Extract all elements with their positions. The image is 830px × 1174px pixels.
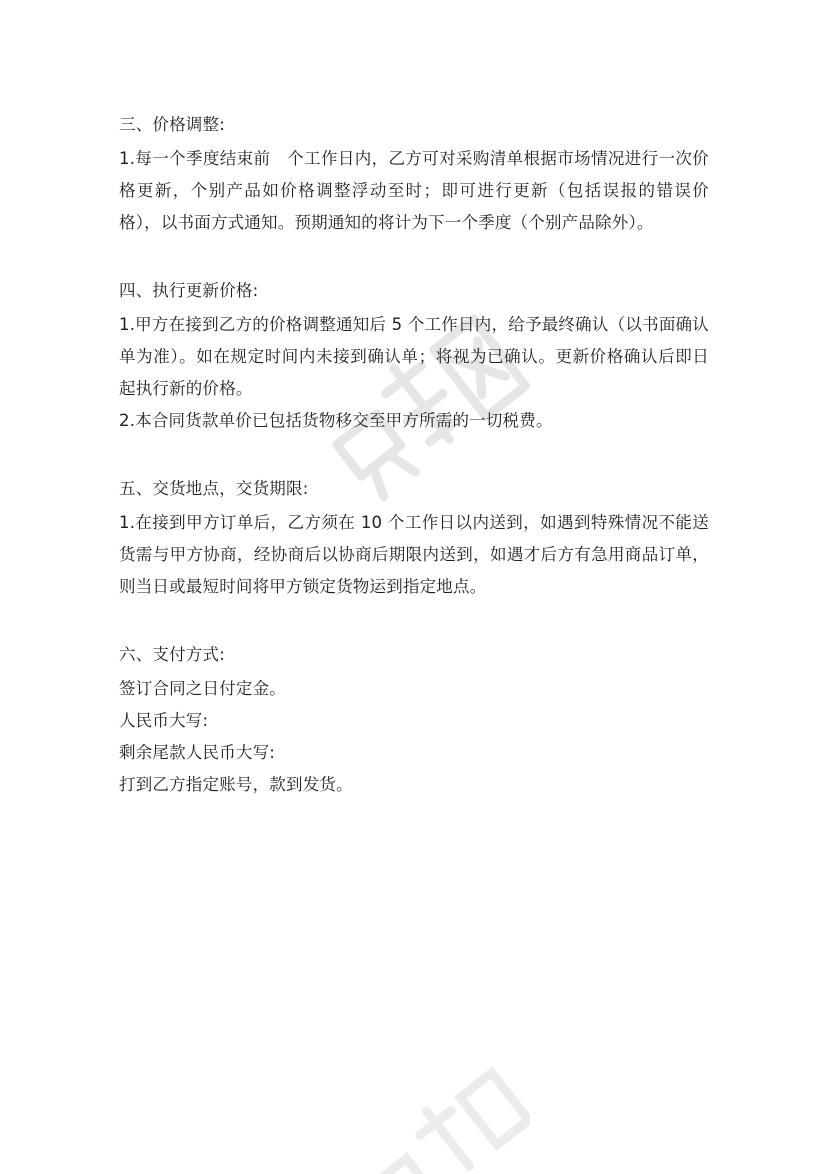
watermark-bottom [330, 1050, 530, 1174]
paragraph: 打到乙方指定账号，款到发货。 [119, 775, 353, 794]
paragraph: 1.甲方在接到乙方的价格调整通知后 5 个工作日内，给予最终确认（以书面确认单为准）。如在规定时间内未接到确认单；将视为已确认。更新价格确认后即日起执行新的价格。 [119, 315, 709, 398]
paragraph: 人民币大写: [119, 711, 209, 730]
paragraph: 2.本合同货款单价已包括货物移交至甲方所需的一切税费。 [119, 411, 553, 430]
section-price-adjustment [119, 109, 709, 239]
section-execute-updated-price [119, 275, 709, 437]
watermark-logo-icon-bottom [330, 1050, 530, 1174]
section-payment-method [119, 639, 709, 801]
paragraph: 1.每一个季度结束前 个工作日内，乙方可对采购清单根据市场情况进行一次价格更新，个别产品如价格调整浮动至时；即可进行更新（包括误报的错误价格），以书面方式通知。预期通知的将计为下一个季度（个别产品除外）。 [119, 149, 709, 232]
paragraph: 剩余尾款人民币大写: [119, 743, 276, 762]
section-heading: 三、价格调整: [119, 115, 225, 134]
paragraph: 签订合同之日付定金。 [119, 679, 286, 698]
section-heading: 六、支付方式: [119, 645, 225, 664]
section-heading: 四、执行更新价格: [119, 281, 259, 300]
paragraph: 1.在接到甲方订单后，乙方须在 10 个工作日以内送到，如遇到特殊情况不能送货需与甲方协商，经协商后以协商后期限内送到，如遇才后方有急用商品订单，则当日或最短时间将甲方锁定货物运到指定地点。 [119, 513, 709, 596]
section-delivery [119, 473, 709, 603]
document-body [119, 109, 709, 801]
section-heading: 五、交货地点，交货期限: [119, 479, 309, 498]
